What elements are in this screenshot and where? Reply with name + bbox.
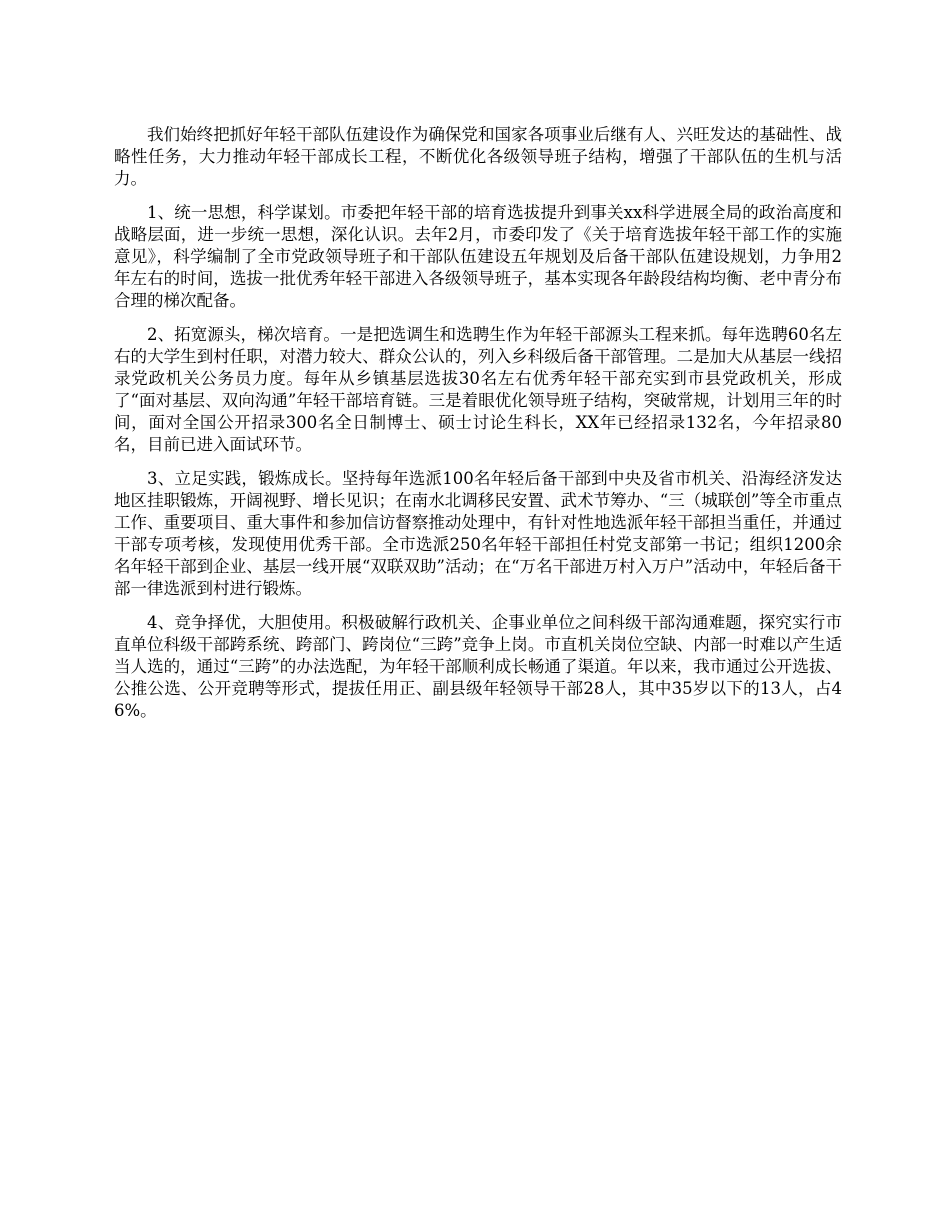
section-4-paragraph: 4、竞争择优，大胆使用。积极破解行政机关、企事业单位之间科级干部沟通难题，探究实行市直单位科级干部跨系统、跨部门、跨岗位“三跨”竞争上岗。市直机关岗位空缺、内部一时难以产生适当人选的，通过“三跨”的办法选配，为年轻干部顺利成长畅通了渠道。年以来，我市通过公开选拔、公推公选、公开竞聘等形式，提拔任用正、副县级年轻领导干部28人，其中35岁以下的13人，占46%。: [114, 613, 842, 720]
document-body: [114, 124, 842, 734]
section-2-paragraph: 2、拓宽源头，梯次培育。一是把选调生和选聘生作为年轻干部源头工程来抓。每年选聘60名左右的大学生到村任职，对潜力较大、群众公认的，列入乡科级后备干部管理。二是加大从基层一线招录党政机关公务员力度。每年从乡镇基层选拔30名左右优秀年轻干部充实到市县党政机关，形成了“面对基层、双向沟通”年轻干部培育链。三是着眼优化领导班子结构，突破常规，计划用三年的时间，面对全国公开招录300名全日制博士、硕士讨论生科长，XX年已经招录132名，今年招录80名，目前已进入面试环节。: [114, 325, 842, 454]
section-1-paragraph: 1、统一思想，科学谋划。市委把年轻干部的培育选拔提升到事关xx科学进展全局的政治高度和战略层面，进一步统一思想，深化认识。去年2月，市委印发了《关于培育选拔年轻干部工作的实施意见》，科学编制了全市党政领导班子和干部队伍建设五年规划及后备干部队伍建设规划，力争用2年左右的时间，选拔一批优秀年轻干部进入各级领导班子，基本实现各年龄段结构均衡、老中青分布合理的梯次配备。: [114, 203, 842, 310]
intro-paragraph: 我们始终把抓好年轻干部队伍建设作为确保党和国家各项事业后继有人、兴旺发达的基础性、战略性任务，大力推动年轻干部成长工程，不断优化各级领导班子结构，增强了干部队伍的生机与活力。: [114, 125, 842, 188]
section-3-paragraph: 3、立足实践，锻炼成长。坚持每年选派100名年轻后备干部到中央及省市机关、沿海经济发达地区挂职锻炼，开阔视野、增长见识；在南水北调移民安置、武术节筹办、“三（城联创”等全市重点工作、重要项目、重大事件和参加信访督察推动处理中，有针对性地选派年轻干部担当重任，并通过干部专项考核，发现使用优秀干部。全市选派250名年轻干部担任村党支部第一书记；组织1200余名年轻干部到企业、基层一线开展“双联双助”活动；在“万名干部进万村入万户”活动中，年轻后备干部一律选派到村进行锻炼。: [114, 469, 842, 598]
